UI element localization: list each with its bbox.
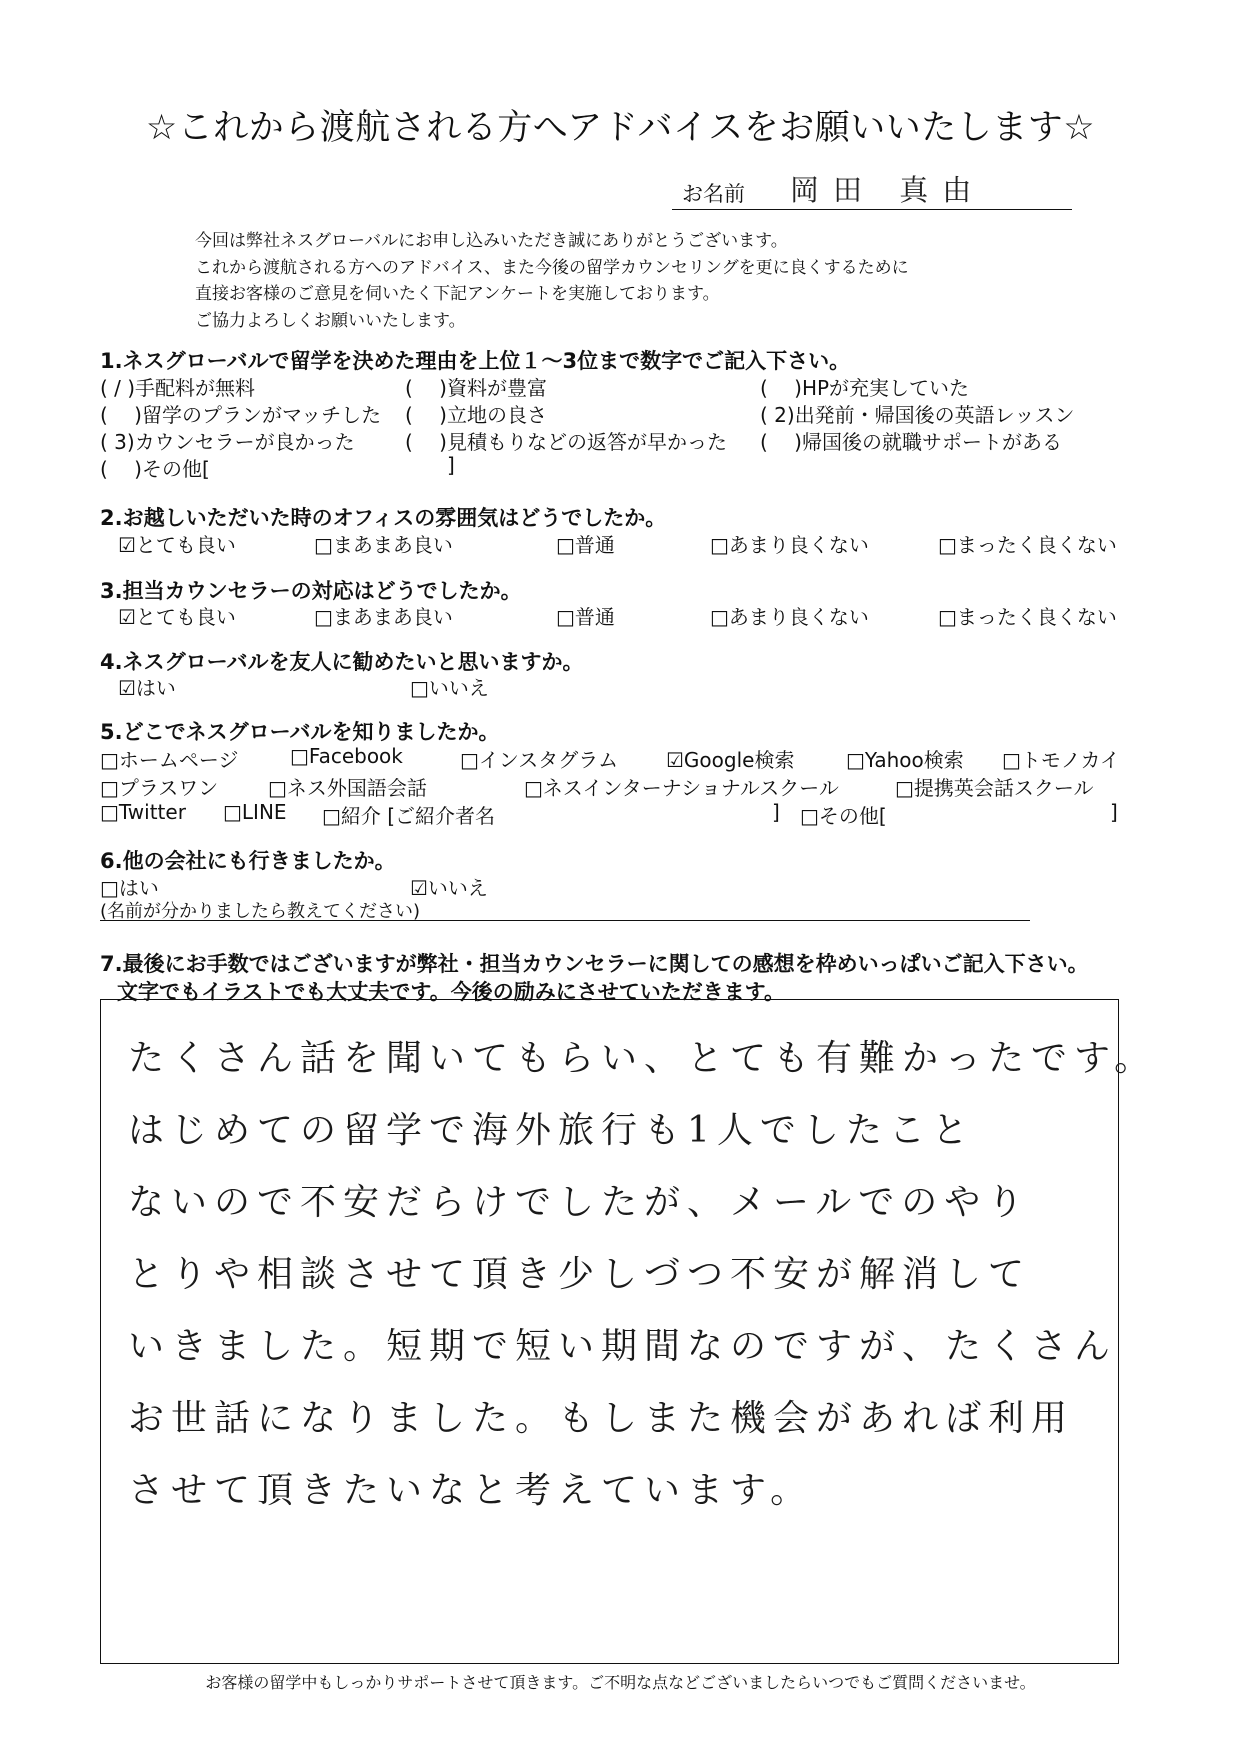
q2-option[interactable]: □あまり良くない — [710, 533, 869, 557]
q1-option[interactable]: ( )資料が豊富 — [405, 376, 547, 400]
intro-line: これから渡航される方へのアドバイス、また今後の留学カウンセリングを更に良くするために — [195, 257, 909, 278]
q3-option[interactable]: □あまり良くない — [710, 605, 869, 629]
q1-option-other[interactable]: ( )その他[ — [100, 457, 210, 481]
name-label: お名前 — [682, 182, 745, 206]
q1-other-bracket: ] — [447, 453, 455, 477]
q6-option[interactable]: □はい — [100, 876, 159, 900]
handwritten-line: たくさん話を聞いてもらい、とても有難かったです。 — [128, 1038, 1158, 1079]
q3-option[interactable]: □まったく良くない — [938, 605, 1117, 629]
q5-option[interactable]: □トモノカイ — [1002, 748, 1120, 772]
q2-option[interactable]: ☑とても良い — [118, 533, 236, 557]
q4-option[interactable]: □いいえ — [410, 676, 489, 700]
q5-option[interactable]: □Yahoo検索 — [846, 748, 964, 772]
q1-option[interactable]: ( )立地の良さ — [405, 403, 547, 427]
q1-option[interactable]: ( )見積もりなどの返答が早かった — [405, 430, 727, 454]
q3-question: 3.担当カウンセラーの対応はどうでしたか。 — [100, 579, 522, 603]
q4-option[interactable]: ☑はい — [118, 676, 176, 700]
q5-option[interactable]: □ネスインターナショナルスクール — [524, 776, 839, 800]
q3-option[interactable]: □普通 — [556, 605, 615, 629]
intro-line: 直接お客様のご意見を伺いたく下記アンケートを実施しております。 — [195, 284, 720, 304]
q1-option[interactable]: ( 3)カウンセラーが良かった — [100, 430, 355, 454]
handwritten-line: お世話になりました。もしまた機会があれば利用 — [128, 1398, 1075, 1439]
q2-question: 2.お越しいただいた時のオフィスの雰囲気はどうでしたか。 — [100, 506, 667, 530]
q5-option[interactable]: □ホームページ — [100, 748, 239, 772]
q6-note-underline — [100, 920, 1030, 921]
intro-line: ご協力よろしくお願いいたします。 — [195, 310, 466, 331]
q5-option[interactable]: □ネス外国語会話 — [268, 776, 427, 800]
q2-option[interactable]: □まったく良くない — [938, 533, 1117, 557]
q5-other-bracket: ] — [1110, 800, 1118, 824]
q5-option[interactable]: ☑Google検索 — [666, 748, 795, 772]
handwritten-line: させて頂きたいなと考えています。 — [128, 1470, 814, 1511]
q5-option-other[interactable]: □その他[ — [800, 804, 887, 828]
name-value: 岡田 真由 — [790, 173, 986, 207]
q5-option[interactable]: □Twitter — [100, 800, 186, 824]
q5-option[interactable]: □提携英会話スクール — [895, 776, 1094, 800]
q3-option[interactable]: ☑とても良い — [118, 605, 236, 629]
q1-option[interactable]: ( )HPが充実していた — [760, 376, 970, 400]
q5-option[interactable]: □インスタグラム — [460, 748, 619, 772]
q5-option[interactable]: □Facebook — [290, 744, 403, 768]
handwritten-line: ないので不安だらけでしたが、メールでのやり — [128, 1182, 1031, 1223]
q6-note: (名前が分かりましたら教えてください) — [100, 901, 421, 922]
q1-option[interactable]: ( / )手配料が無料 — [100, 376, 256, 400]
intro-line: 今回は弊社ネスグローバルにお申し込みいただき誠にありがとうございます。 — [195, 231, 788, 251]
q6-question: 6.他の会社にも行きましたか。 — [100, 849, 396, 873]
q5-option-referral[interactable]: □紹介 [ご紹介者名 — [322, 804, 496, 828]
q5-option[interactable]: □LINE — [223, 800, 287, 824]
q1-question: 1.ネスグローバルで留学を決めた理由を上位１～3位まで数字でご記入下さい。 — [100, 349, 851, 373]
q1-option[interactable]: ( 2)出発前・帰国後の英語レッスン — [760, 403, 1075, 427]
q2-option[interactable]: □普通 — [556, 533, 615, 557]
handwritten-line: はじめての留学で海外旅行も1人でしたこと — [128, 1110, 975, 1151]
intro-text — [195, 228, 909, 334]
q4-question: 4.ネスグローバルを友人に勧めたいと思いますか。 — [100, 650, 584, 674]
q5-option[interactable]: □プラスワン — [100, 776, 219, 800]
q3-option[interactable]: □まあまあ良い — [314, 605, 453, 629]
q2-option[interactable]: □まあまあ良い — [314, 533, 453, 557]
q6-option[interactable]: ☑いいえ — [410, 876, 488, 900]
q1-option[interactable]: ( )帰国後の就職サポートがある — [760, 430, 1062, 454]
q5-question: 5.どこでネスグローバルを知りましたか。 — [100, 720, 500, 744]
name-underline — [672, 209, 1072, 210]
q1-option[interactable]: ( )留学のプランがマッチした — [100, 403, 382, 427]
q5-referral-bracket: ] — [772, 800, 780, 824]
page-title: ☆これから渡航される方へアドバイスをお願いいたします☆ — [145, 108, 1096, 148]
q7-question-line2: 文字でもイラストでも大丈夫です。今後の励みにさせていただきます。 — [117, 980, 786, 1004]
q7-question: 7.最後にお手数ではございますが弊社・担当カウンセラーに関しての感想を枠めいっぱいご記入下さい。 — [100, 952, 1089, 976]
handwritten-line: いきました。短期で短い期間なのですが、たくさん — [128, 1326, 1118, 1367]
footer-note: お客様の留学中もしっかりサポートさせて頂きます。ご不明な点などございましたらいつでもご質問くださいませ。 — [205, 1673, 1036, 1692]
handwritten-line: とりや相談させて頂き少しづつ不安が解消して — [128, 1254, 1032, 1295]
